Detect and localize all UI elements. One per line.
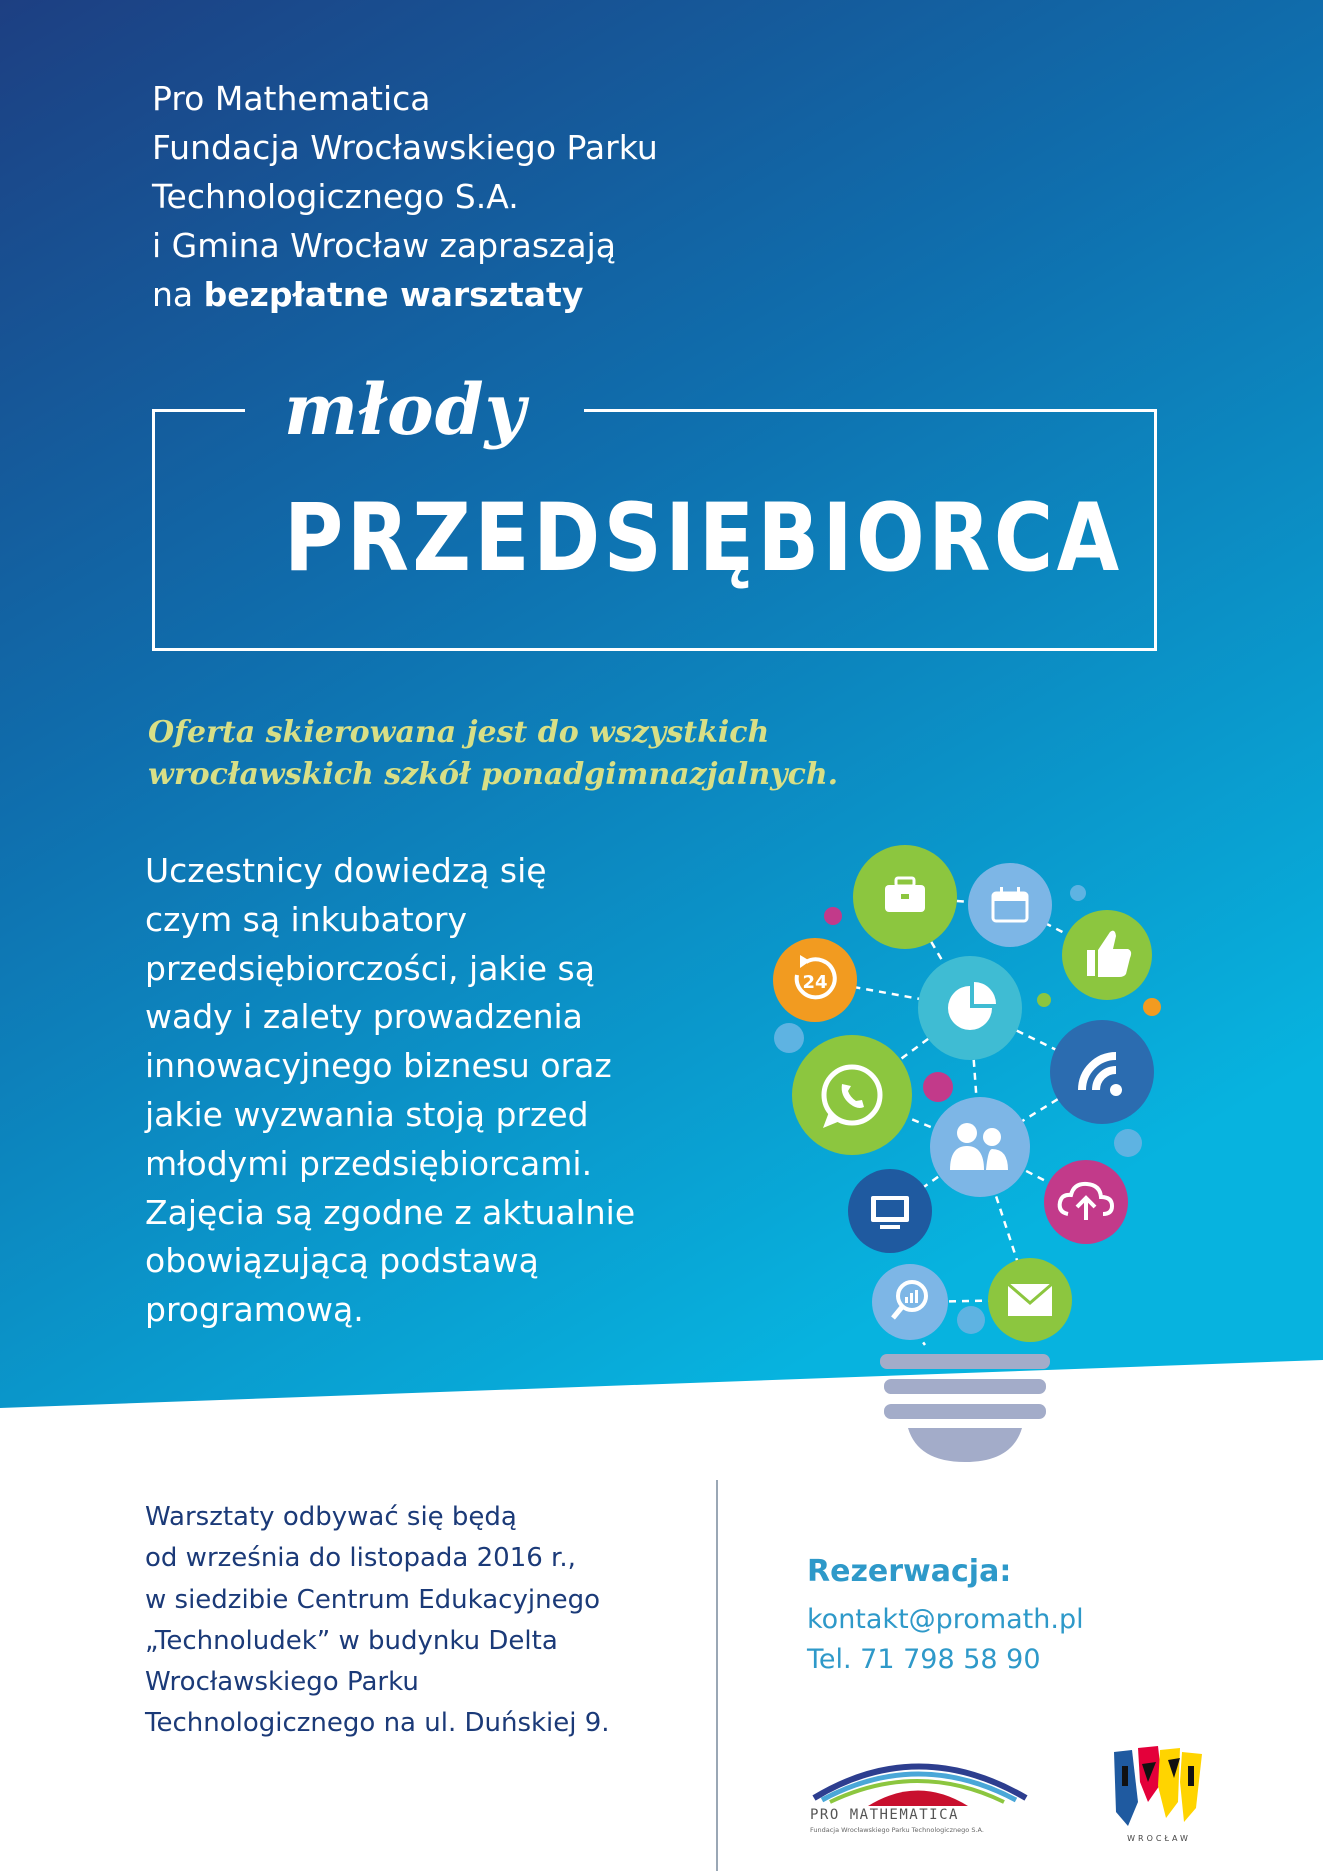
bulb-base: [880, 1354, 1050, 1462]
body-line: Zajęcia są zgodne z aktualnie: [145, 1192, 636, 1232]
intro-line: Fundacja Wrocławskiego Parku: [152, 128, 658, 167]
body-line: obowiązującą podstawą: [145, 1241, 539, 1281]
intro-line: Technologicznego S.A.: [152, 177, 519, 216]
offer-line: wrocławskich szkół ponadgimnazjalnych.: [148, 757, 839, 792]
pie-chart-icon: [918, 956, 1022, 1060]
calendar-icon: [968, 863, 1052, 947]
reservation-email[interactable]: kontakt@promath.pl: [807, 1604, 1084, 1635]
body-line: Uczestnicy dowiedzą się: [145, 851, 547, 890]
intro-prefix: na: [152, 275, 204, 314]
reservation-title: Rezerwacja:: [807, 1554, 1012, 1589]
frame-line-left: [152, 409, 245, 412]
monitor-icon: [848, 1169, 932, 1253]
thumbs-up-icon: [1062, 910, 1152, 1000]
body-line: wady i zalety prowadzenia: [145, 997, 583, 1037]
analytics-icon: [872, 1264, 948, 1340]
clock-label: 24: [802, 972, 828, 993]
vertical-divider: [716, 1480, 718, 1871]
lightbulb-illustration: [760, 830, 1180, 1470]
intro-line: [152, 270, 952, 319]
offer-text: [148, 712, 908, 796]
wifi-icon: [1050, 1020, 1154, 1124]
promath-logo-name: PRO MATHEMATICA: [810, 1807, 959, 1823]
briefcase-icon: [853, 845, 957, 949]
cloud-upload-icon: [1044, 1160, 1128, 1244]
users-icon: [930, 1097, 1030, 1197]
title-small: młody: [284, 368, 527, 451]
body-line: innowacyjnego biznesu oraz: [145, 1046, 612, 1086]
whatsapp-icon: [792, 1035, 912, 1155]
frame-line-right: [584, 409, 1157, 412]
body-line: przedsiębiorczości, jakie są: [145, 948, 595, 988]
offer-line: Oferta skierowana jest do wszystkich: [148, 715, 770, 750]
info-line: od września do listopada 2016 r.,: [145, 1543, 576, 1574]
info-line: Warsztaty odbywać się będą: [145, 1502, 517, 1532]
wroclaw-logo-name: WROCŁAW: [1127, 1834, 1191, 1843]
body-line: programową.: [145, 1290, 364, 1330]
envelope-icon: [988, 1258, 1072, 1342]
info-line: „Technoludek” w budynku Delta: [145, 1625, 558, 1656]
intro-line: i Gmina Wrocław zapraszają: [152, 226, 616, 265]
intro-bold: bezpłatne warsztaty: [203, 275, 584, 314]
info-text: [145, 1497, 705, 1745]
intro-line: Pro Mathematica: [152, 79, 431, 118]
reservation-phone[interactable]: Tel. 71 798 58 90: [807, 1644, 1041, 1675]
info-line: w siedzibie Centrum Edukacyjnego: [145, 1584, 600, 1615]
body-line: młodymi przedsiębiorcami.: [145, 1143, 593, 1183]
intro-text: [152, 74, 952, 319]
wroclaw-logo: [1108, 1742, 1206, 1830]
info-line: Technologicznego na ul. Duńskiej 9.: [145, 1708, 610, 1739]
body-line: czym są inkubatory: [145, 899, 468, 939]
clock-24-icon: [773, 938, 857, 1022]
promath-logo-subtitle: Fundacja Wrocławskiego Parku Technologicznego S.A.: [810, 1826, 984, 1834]
title-big: PRZEDSIĘBIORCA: [284, 484, 1123, 593]
info-line: Wrocławskiego Parku: [145, 1667, 419, 1698]
body-line: jakie wyzwania stoją przed: [145, 1094, 589, 1134]
body-text: [145, 847, 705, 1335]
